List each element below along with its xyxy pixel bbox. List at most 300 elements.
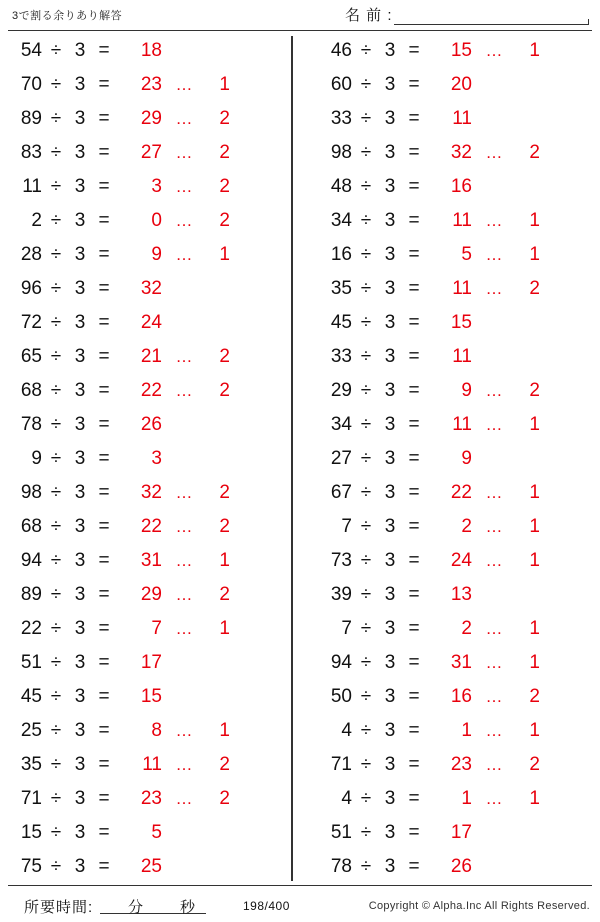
equals-icon: = <box>98 380 110 401</box>
divide-icon: ÷ <box>360 108 372 129</box>
divide-icon: ÷ <box>50 856 62 877</box>
equals-icon: = <box>408 142 420 163</box>
equals-icon: = <box>408 244 420 265</box>
remainder-dots: … <box>175 585 195 604</box>
dividend: 50 <box>330 686 352 707</box>
dividend: 68 <box>20 516 42 537</box>
quotient-answer: 29 <box>140 584 162 605</box>
remainder-dots: … <box>485 789 505 808</box>
dividend: 22 <box>20 618 42 639</box>
dividend: 72 <box>20 312 42 333</box>
page-footer <box>0 893 600 922</box>
remainder-answer: 1 <box>529 618 540 639</box>
divide-icon: ÷ <box>360 142 372 163</box>
quotient-answer: 27 <box>140 142 162 163</box>
problem-row <box>0 204 291 238</box>
problem-row <box>0 510 291 544</box>
equals-icon: = <box>408 74 420 95</box>
problem-row <box>310 340 600 374</box>
quotient-answer: 11 <box>452 108 472 129</box>
equals-icon: = <box>98 312 110 333</box>
dividend: 28 <box>20 244 42 265</box>
problem-row <box>310 68 600 102</box>
remainder-answer: 2 <box>219 584 230 605</box>
remainder-dots: … <box>485 415 505 434</box>
divisor: 3 <box>384 788 396 809</box>
quotient-answer: 1 <box>461 720 472 741</box>
divide-icon: ÷ <box>50 108 62 129</box>
dividend: 34 <box>330 210 352 231</box>
problem-row <box>310 374 600 408</box>
divide-icon: ÷ <box>50 788 62 809</box>
equals-icon: = <box>98 40 110 61</box>
dividend: 73 <box>330 550 352 571</box>
divisor: 3 <box>384 40 396 61</box>
quotient-answer: 9 <box>461 448 472 469</box>
worksheet-title: 3で割る余りあり解答 <box>12 10 123 22</box>
equals-icon: = <box>98 788 110 809</box>
divisor: 3 <box>384 414 396 435</box>
remainder-dots: … <box>175 789 195 808</box>
equals-icon: = <box>408 448 420 469</box>
problem-row <box>0 136 291 170</box>
divide-icon: ÷ <box>50 482 62 503</box>
divisor: 3 <box>384 822 396 843</box>
remainder-dots: … <box>485 687 505 706</box>
remainder-answer: 1 <box>529 244 540 265</box>
quotient-answer: 15 <box>450 40 472 61</box>
problem-row <box>0 476 291 510</box>
divide-icon: ÷ <box>360 584 372 605</box>
divide-icon: ÷ <box>360 754 372 775</box>
problem-row <box>0 374 291 408</box>
problem-row <box>0 408 291 442</box>
quotient-answer: 5 <box>461 244 472 265</box>
divisor: 3 <box>74 346 86 367</box>
equals-icon: = <box>408 278 420 299</box>
remainder-answer: 1 <box>529 40 540 61</box>
time-label: 所要時間: <box>24 899 94 916</box>
remainder-dots: … <box>175 483 195 502</box>
problem-row <box>310 442 600 476</box>
problem-row <box>0 544 291 578</box>
divisor: 3 <box>384 380 396 401</box>
equals-icon: = <box>98 584 110 605</box>
equals-icon: = <box>98 210 110 231</box>
quotient-answer: 32 <box>450 142 472 163</box>
quotient-answer: 15 <box>450 312 472 333</box>
problem-row <box>0 646 291 680</box>
problem-row <box>310 408 600 442</box>
dividend: 71 <box>20 788 42 809</box>
remainder-answer: 1 <box>529 788 540 809</box>
page-count: 198/400 <box>243 899 290 913</box>
remainder-answer: 1 <box>529 516 540 537</box>
remainder-answer: 2 <box>219 176 230 197</box>
remainder-dots: … <box>175 177 195 196</box>
dividend: 35 <box>330 278 352 299</box>
dividend: 7 <box>341 516 352 537</box>
remainder-dots: … <box>485 381 505 400</box>
quotient-answer: 32 <box>140 278 162 299</box>
divisor: 3 <box>384 142 396 163</box>
equals-icon: = <box>408 788 420 809</box>
dividend: 27 <box>330 448 352 469</box>
remainder-dots: … <box>175 75 195 94</box>
quotient-answer: 8 <box>151 720 162 741</box>
quotient-answer: 13 <box>450 584 472 605</box>
divide-icon: ÷ <box>50 40 62 61</box>
dividend: 96 <box>20 278 42 299</box>
divide-icon: ÷ <box>50 74 62 95</box>
divisor: 3 <box>74 414 86 435</box>
divide-icon: ÷ <box>360 74 372 95</box>
problem-row <box>310 170 600 204</box>
remainder-dots: … <box>175 211 195 230</box>
remainder-answer: 2 <box>219 516 230 537</box>
equals-icon: = <box>98 176 110 197</box>
quotient-answer: 29 <box>140 108 162 129</box>
equals-icon: = <box>408 380 420 401</box>
divide-icon: ÷ <box>50 618 62 639</box>
dividend: 33 <box>330 108 352 129</box>
equals-icon: = <box>408 516 420 537</box>
remainder-dots: … <box>175 381 195 400</box>
quotient-answer: 31 <box>450 652 472 673</box>
remainder-dots: … <box>175 347 195 366</box>
dividend: 51 <box>20 652 42 673</box>
left-problem-column <box>0 34 291 884</box>
divisor: 3 <box>384 108 396 129</box>
dividend: 34 <box>330 414 352 435</box>
divisor: 3 <box>384 346 396 367</box>
equals-icon: = <box>408 754 420 775</box>
remainder-answer: 1 <box>219 618 230 639</box>
divisor: 3 <box>74 618 86 639</box>
divisor: 3 <box>74 516 86 537</box>
divide-icon: ÷ <box>50 822 62 843</box>
dividend: 4 <box>341 788 352 809</box>
problem-row <box>310 680 600 714</box>
divide-icon: ÷ <box>360 516 372 537</box>
remainder-answer: 2 <box>529 754 540 775</box>
divisor: 3 <box>74 278 86 299</box>
divisor: 3 <box>74 584 86 605</box>
dividend: 94 <box>330 652 352 673</box>
quotient-answer: 18 <box>140 40 162 61</box>
divisor: 3 <box>74 550 86 571</box>
footer-divider <box>8 885 592 886</box>
equals-icon: = <box>98 720 110 741</box>
problem-row <box>0 68 291 102</box>
dividend: 98 <box>20 482 42 503</box>
problem-row <box>0 816 291 850</box>
header-divider <box>8 30 592 31</box>
divide-icon: ÷ <box>360 380 372 401</box>
divisor: 3 <box>384 686 396 707</box>
quotient-answer: 0 <box>151 210 162 231</box>
remainder-answer: 2 <box>529 142 540 163</box>
dividend: 75 <box>20 856 42 877</box>
divide-icon: ÷ <box>360 278 372 299</box>
equals-icon: = <box>98 108 110 129</box>
equals-icon: = <box>408 686 420 707</box>
divide-icon: ÷ <box>50 210 62 231</box>
problem-row <box>0 442 291 476</box>
dividend: 89 <box>20 108 42 129</box>
divisor: 3 <box>74 108 86 129</box>
remainder-answer: 1 <box>529 482 540 503</box>
quotient-answer: 22 <box>450 482 472 503</box>
divide-icon: ÷ <box>50 550 62 571</box>
equals-icon: = <box>408 822 420 843</box>
problem-row <box>0 578 291 612</box>
remainder-dots: … <box>175 551 195 570</box>
divisor: 3 <box>384 176 396 197</box>
problem-row <box>310 272 600 306</box>
divide-icon: ÷ <box>360 176 372 197</box>
remainder-dots: … <box>485 211 505 230</box>
dividend: 68 <box>20 380 42 401</box>
quotient-answer: 11 <box>452 278 472 299</box>
dividend: 65 <box>20 346 42 367</box>
divide-icon: ÷ <box>50 142 62 163</box>
problem-row <box>310 714 600 748</box>
quotient-answer: 26 <box>450 856 472 877</box>
problem-row <box>310 34 600 68</box>
divide-icon: ÷ <box>50 686 62 707</box>
dividend: 39 <box>330 584 352 605</box>
quotient-answer: 23 <box>450 754 472 775</box>
seconds-unit: 秒 <box>180 899 196 916</box>
quotient-answer: 11 <box>452 210 472 231</box>
quotient-answer: 20 <box>450 74 472 95</box>
remainder-answer: 2 <box>219 142 230 163</box>
equals-icon: = <box>408 176 420 197</box>
equals-icon: = <box>98 346 110 367</box>
remainder-answer: 1 <box>219 720 230 741</box>
problem-row <box>310 850 600 884</box>
remainder-dots: … <box>175 755 195 774</box>
equals-icon: = <box>98 856 110 877</box>
dividend: 2 <box>31 210 42 231</box>
divisor: 3 <box>74 754 86 775</box>
dividend: 45 <box>20 686 42 707</box>
divisor: 3 <box>74 312 86 333</box>
dividend: 48 <box>330 176 352 197</box>
remainder-answer: 1 <box>529 210 540 231</box>
divide-icon: ÷ <box>360 788 372 809</box>
remainder-dots: … <box>485 245 505 264</box>
equals-icon: = <box>408 40 420 61</box>
divisor: 3 <box>74 40 86 61</box>
quotient-answer: 23 <box>140 74 162 95</box>
divide-icon: ÷ <box>360 346 372 367</box>
dividend: 94 <box>20 550 42 571</box>
dividend: 33 <box>330 346 352 367</box>
dividend: 83 <box>20 142 42 163</box>
remainder-answer: 1 <box>529 652 540 673</box>
dividend: 35 <box>20 754 42 775</box>
problem-row <box>310 782 600 816</box>
equals-icon: = <box>98 142 110 163</box>
divisor: 3 <box>384 550 396 571</box>
dividend: 70 <box>20 74 42 95</box>
equals-icon: = <box>408 856 420 877</box>
quotient-answer: 15 <box>140 686 162 707</box>
name-line-tick <box>588 19 589 25</box>
divide-icon: ÷ <box>50 584 62 605</box>
problem-row <box>310 238 600 272</box>
dividend: 71 <box>330 754 352 775</box>
divisor: 3 <box>74 210 86 231</box>
problem-row <box>0 612 291 646</box>
equals-icon: = <box>98 482 110 503</box>
problem-row <box>310 748 600 782</box>
remainder-answer: 2 <box>529 380 540 401</box>
problem-row <box>310 102 600 136</box>
remainder-dots: … <box>485 483 505 502</box>
equals-icon: = <box>408 720 420 741</box>
divisor: 3 <box>74 720 86 741</box>
problem-row <box>310 136 600 170</box>
divisor: 3 <box>384 244 396 265</box>
problem-row <box>310 544 600 578</box>
remainder-dots: … <box>485 279 505 298</box>
minutes-unit: 分 <box>128 899 144 916</box>
equals-icon: = <box>98 74 110 95</box>
equals-icon: = <box>408 584 420 605</box>
quotient-answer: 3 <box>151 448 162 469</box>
copyright-text: Copyright © Alpha.Inc All Rights Reserved. <box>368 900 590 912</box>
divisor: 3 <box>384 278 396 299</box>
divide-icon: ÷ <box>360 550 372 571</box>
divide-icon: ÷ <box>360 482 372 503</box>
dividend: 98 <box>330 142 352 163</box>
divide-icon: ÷ <box>360 686 372 707</box>
dividend: 46 <box>330 40 352 61</box>
divisor: 3 <box>74 176 86 197</box>
page-header <box>0 0 600 30</box>
problem-row <box>310 612 600 646</box>
right-problem-column <box>291 34 600 884</box>
problem-row <box>310 476 600 510</box>
remainder-dots: … <box>175 109 195 128</box>
dividend: 7 <box>341 618 352 639</box>
remainder-answer: 1 <box>529 720 540 741</box>
remainder-dots: … <box>485 619 505 638</box>
remainder-answer: 2 <box>219 380 230 401</box>
dividend: 60 <box>330 74 352 95</box>
divisor: 3 <box>74 686 86 707</box>
quotient-answer: 16 <box>450 686 472 707</box>
quotient-answer: 1 <box>461 788 472 809</box>
equals-icon: = <box>98 278 110 299</box>
divisor: 3 <box>384 720 396 741</box>
dividend: 67 <box>330 482 352 503</box>
divide-icon: ÷ <box>50 720 62 741</box>
quotient-answer: 7 <box>151 618 162 639</box>
problem-row <box>310 306 600 340</box>
remainder-answer: 2 <box>219 210 230 231</box>
dividend: 25 <box>20 720 42 741</box>
equals-icon: = <box>98 448 110 469</box>
remainder-dots: … <box>485 143 505 162</box>
problem-row <box>0 238 291 272</box>
problem-row <box>0 782 291 816</box>
divide-icon: ÷ <box>360 448 372 469</box>
quotient-answer: 24 <box>450 550 472 571</box>
remainder-answer: 1 <box>219 550 230 571</box>
divide-icon: ÷ <box>50 414 62 435</box>
quotient-answer: 17 <box>140 652 162 673</box>
divisor: 3 <box>74 380 86 401</box>
quotient-answer: 9 <box>461 380 472 401</box>
divisor: 3 <box>384 312 396 333</box>
divisor: 3 <box>74 482 86 503</box>
quotient-answer: 2 <box>461 516 472 537</box>
equals-icon: = <box>408 346 420 367</box>
problem-columns <box>0 34 600 884</box>
remainder-answer: 2 <box>219 754 230 775</box>
divide-icon: ÷ <box>50 380 62 401</box>
equals-icon: = <box>408 108 420 129</box>
equals-icon: = <box>98 550 110 571</box>
dividend: 9 <box>31 448 42 469</box>
remainder-answer: 1 <box>219 74 230 95</box>
divide-icon: ÷ <box>50 754 62 775</box>
divisor: 3 <box>74 822 86 843</box>
divisor: 3 <box>384 482 396 503</box>
remainder-answer: 2 <box>219 346 230 367</box>
equals-icon: = <box>408 312 420 333</box>
equals-icon: = <box>98 822 110 843</box>
divide-icon: ÷ <box>360 312 372 333</box>
divisor: 3 <box>384 754 396 775</box>
equals-icon: = <box>408 414 420 435</box>
divisor: 3 <box>384 584 396 605</box>
divide-icon: ÷ <box>360 414 372 435</box>
name-label: 名 前 : <box>345 7 393 24</box>
equals-icon: = <box>408 210 420 231</box>
divisor: 3 <box>74 448 86 469</box>
divide-icon: ÷ <box>50 278 62 299</box>
quotient-answer: 25 <box>140 856 162 877</box>
equals-icon: = <box>98 686 110 707</box>
divide-icon: ÷ <box>360 822 372 843</box>
divide-icon: ÷ <box>50 448 62 469</box>
divisor: 3 <box>74 652 86 673</box>
remainder-dots: … <box>485 517 505 536</box>
equals-icon: = <box>98 618 110 639</box>
quotient-answer: 26 <box>140 414 162 435</box>
dividend: 16 <box>330 244 352 265</box>
problem-row <box>0 714 291 748</box>
dividend: 78 <box>330 856 352 877</box>
remainder-answer: 2 <box>219 482 230 503</box>
quotient-answer: 11 <box>452 414 472 435</box>
divisor: 3 <box>74 74 86 95</box>
dividend: 89 <box>20 584 42 605</box>
divisor: 3 <box>384 210 396 231</box>
problem-row <box>0 850 291 884</box>
divide-icon: ÷ <box>50 346 62 367</box>
name-input-line[interactable] <box>394 7 589 25</box>
problem-row <box>0 340 291 374</box>
problem-row <box>310 646 600 680</box>
quotient-answer: 32 <box>140 482 162 503</box>
quotient-answer: 11 <box>452 346 472 367</box>
